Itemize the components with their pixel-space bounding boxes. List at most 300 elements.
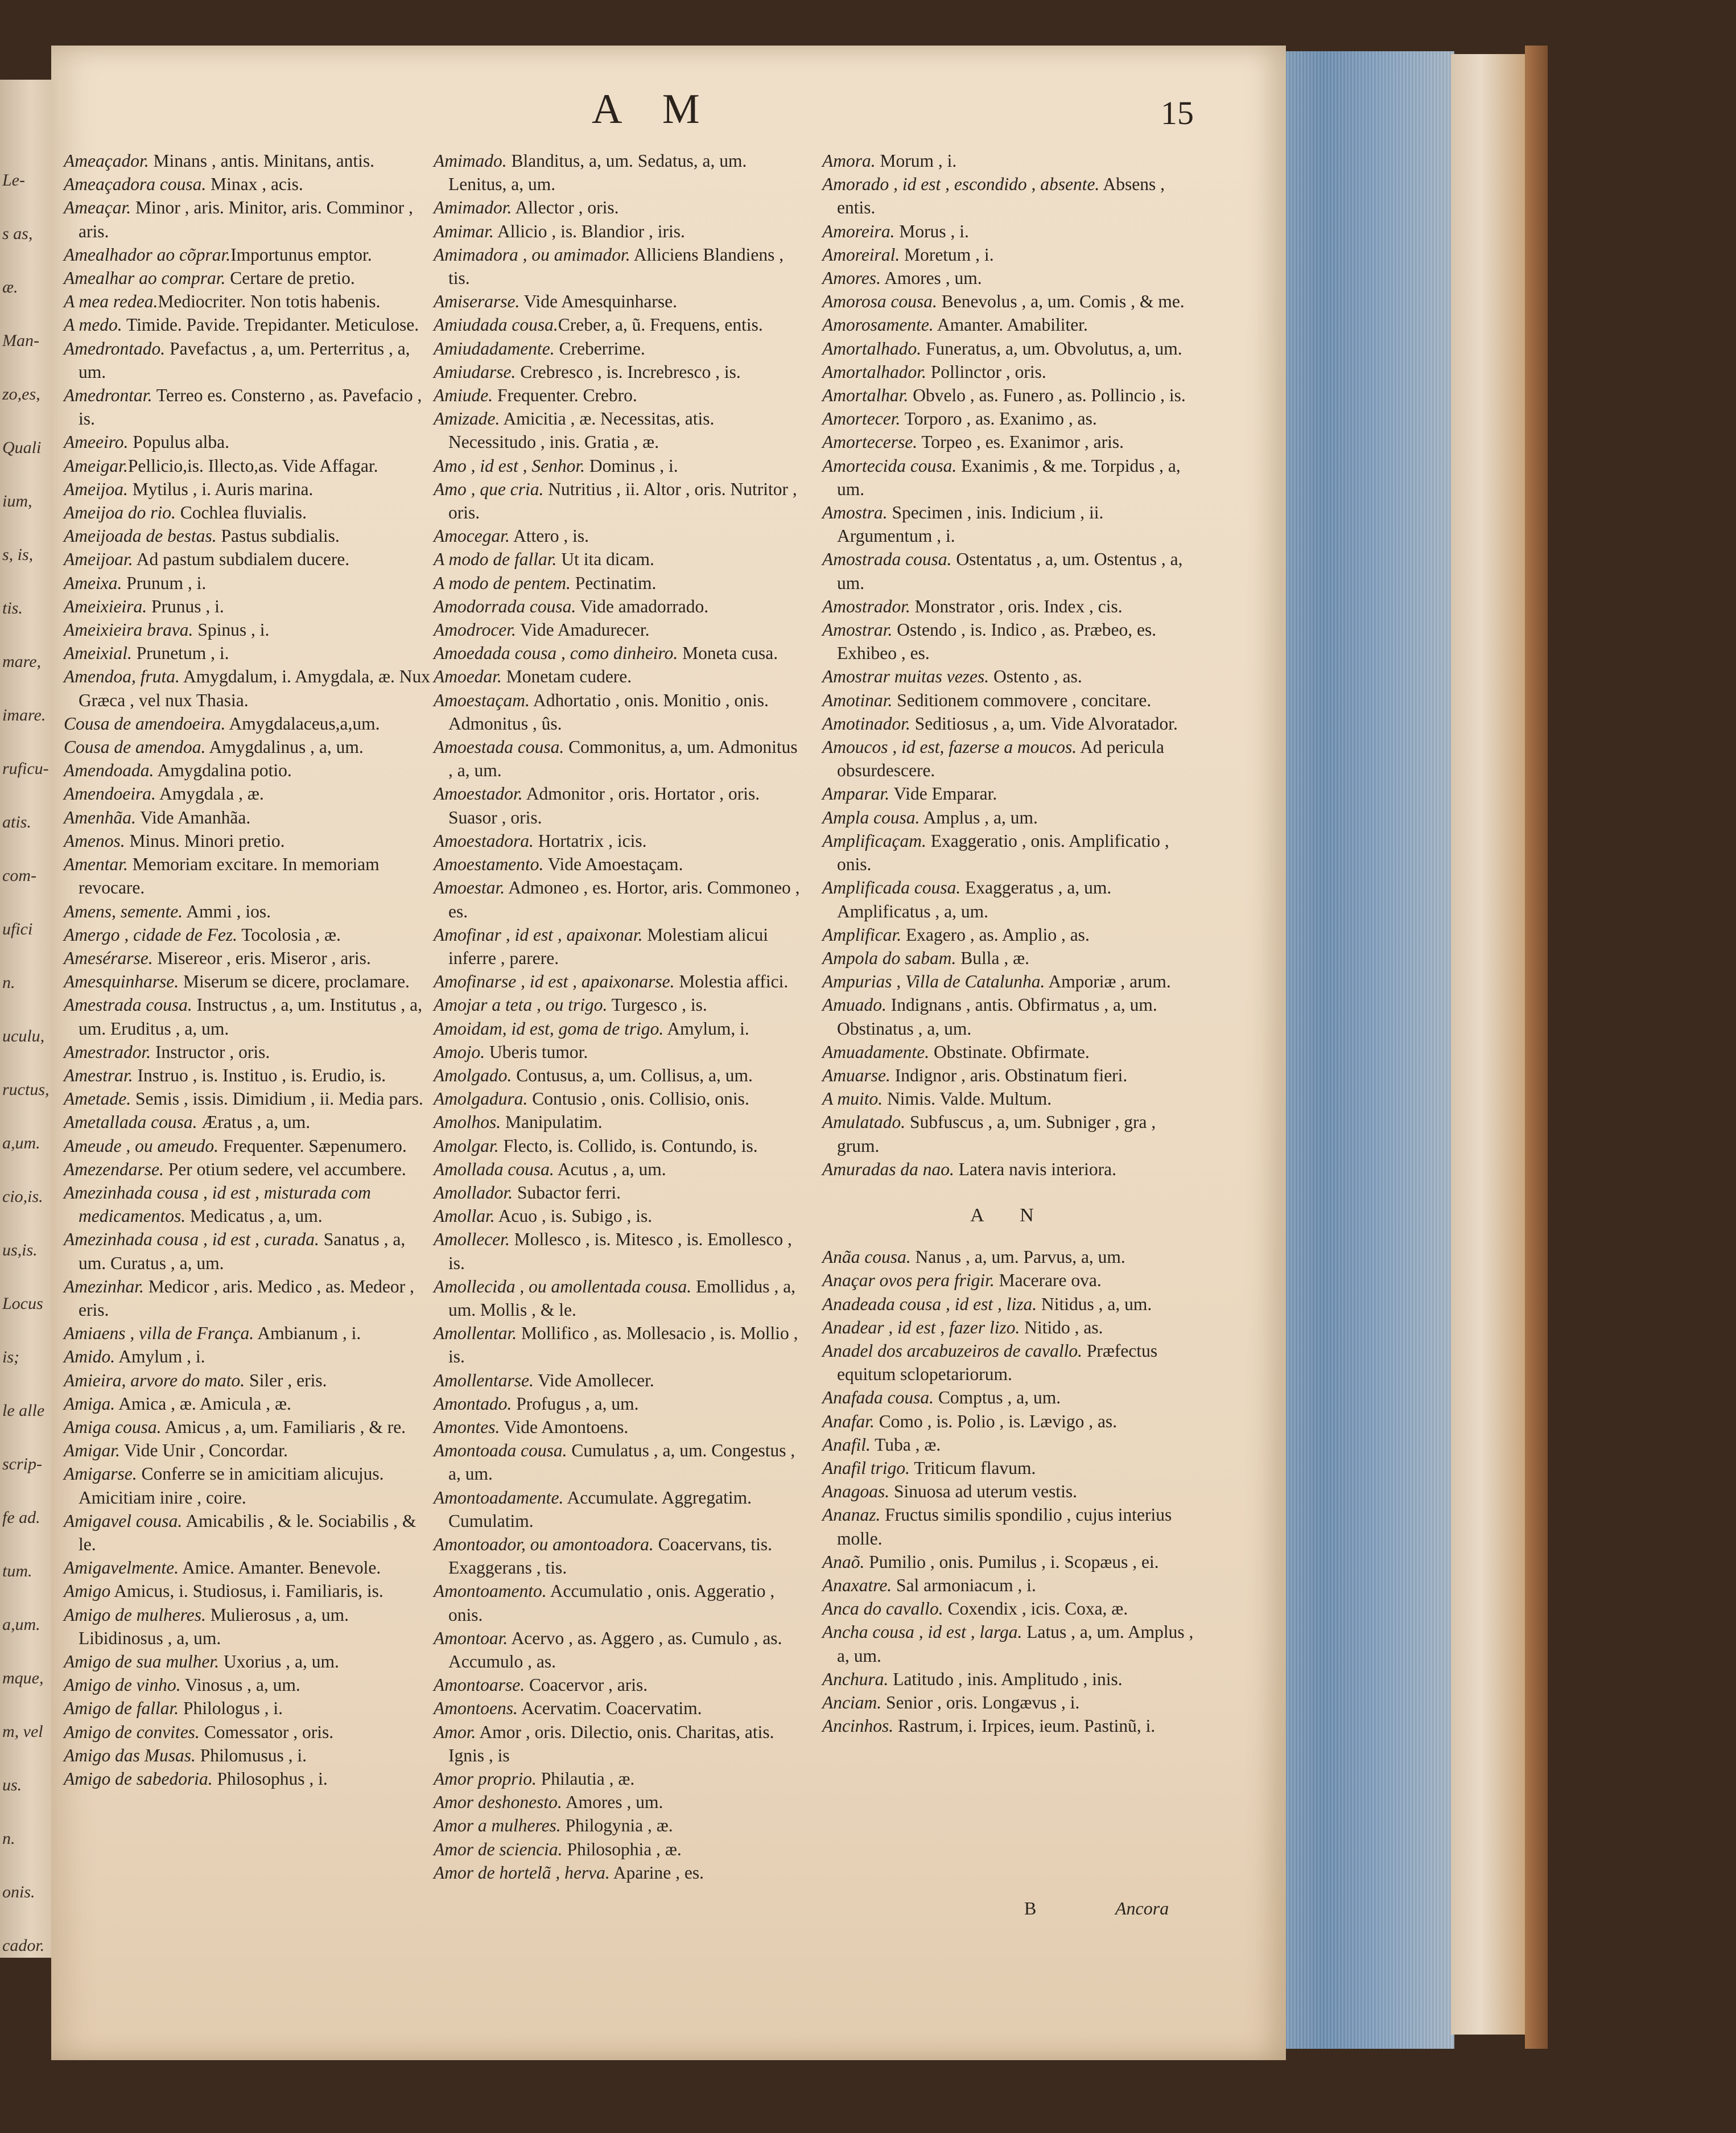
dictionary-entry — [434, 1533, 803, 1579]
entry-definition: Moretum , i. — [900, 244, 994, 265]
entry-headword: Amolhos. — [434, 1112, 501, 1133]
dictionary-entry — [434, 290, 803, 313]
entry-definition: Vide Amollecer. — [533, 1370, 654, 1390]
entry-headword: Amofinar , id est , apaixonar. — [434, 924, 643, 945]
column-1 — [64, 149, 434, 1790]
entry-headword: Ametade. — [64, 1089, 131, 1109]
entry-headword: Amiserarse. — [434, 291, 520, 312]
entry-definition: Amygdalaceus,a,um. — [225, 713, 380, 734]
entry-headword: Ameixa. — [64, 573, 122, 593]
entry-definition: Ostento , as. — [989, 666, 1082, 687]
entry-definition: Miserum se dicere, proclamare. — [179, 971, 410, 992]
entry-definition: Amicitia , æ. Necessitas, atis. Necessitudo , inis. Gratia , æ. — [448, 409, 715, 452]
dictionary-entry — [64, 641, 434, 665]
dictionary-entry — [434, 1158, 803, 1181]
entry-definition: Nitido , as. — [1020, 1317, 1103, 1337]
entry-definition: Obstinate. Obfirmate. — [929, 1041, 1090, 1062]
dictionary-entry — [822, 1386, 1198, 1409]
dictionary-entry — [434, 1767, 803, 1790]
entry-definition: Amygdalinus , a, um. — [205, 737, 364, 757]
dictionary-entry — [434, 454, 803, 477]
entry-headword: Amigavel cousa. — [64, 1510, 183, 1531]
entry-definition: Bulla , æ. — [956, 948, 1030, 968]
entry-headword: Amorosamente. — [822, 315, 934, 335]
dictionary-entry — [434, 641, 803, 665]
dictionary-entry — [434, 1814, 803, 1837]
entry-headword: Amojo. — [434, 1041, 485, 1062]
entry-definition: Exagero , as. Amplio , as. — [901, 924, 1090, 945]
entry-headword: Amo , id est , Senhor. — [434, 455, 585, 476]
entry-definition: Minans , antis. Minitans, antis. — [149, 151, 374, 171]
entry-definition: Vide Emparar. — [889, 784, 997, 804]
dictionary-entry — [64, 806, 434, 829]
dictionary-entry — [822, 595, 1198, 618]
entry-headword: Amor a mulheres. — [434, 1815, 561, 1836]
left-page-fragment: a,um. — [2, 1615, 40, 1634]
dictionary-entry — [822, 360, 1198, 384]
entry-headword: Amodrocer. — [434, 620, 516, 640]
entry-definition: Contusio , onis. Collisio, onis. — [527, 1089, 749, 1109]
dictionary-entry — [434, 735, 803, 782]
entry-definition: Pumilio , onis. Pumilus , i. Scopæus , ei. — [864, 1551, 1159, 1572]
entry-definition: Amores , um. — [880, 268, 982, 289]
entry-headword: Ancinhos. — [822, 1716, 894, 1736]
entry-headword: Amimadora , ou amimador. — [434, 244, 630, 265]
entry-definition: Pectinatim. — [570, 573, 657, 593]
entry-headword: Amestrar. — [64, 1065, 133, 1085]
dictionary-entry — [64, 853, 434, 899]
dictionary-entry — [64, 149, 434, 172]
entry-headword: Amezinhada cousa , id est , misturada com medicamentos. — [64, 1182, 371, 1226]
dictionary-entry — [434, 313, 803, 336]
entry-definition: Vide Amadurecer. — [516, 620, 650, 640]
entry-headword: Amontoadamente. — [434, 1487, 564, 1508]
dictionary-entry — [64, 782, 434, 805]
entry-headword: Amido. — [64, 1346, 116, 1367]
entry-definition: Specimen , inis. Indicium , ii. Argumentum , i. — [837, 503, 1104, 546]
dictionary-entry — [822, 1480, 1198, 1503]
entry-headword: Amezinhada cousa , id est , curada. — [64, 1229, 319, 1250]
dictionary-entry — [64, 1556, 434, 1579]
dictionary-entry — [434, 384, 803, 407]
entry-definition: Commonitus, a, um. Admonitus , a, um. — [448, 737, 798, 781]
entry-headword: Anafada cousa. — [822, 1387, 934, 1408]
entry-definition: Amygdalum, i. Amygdala, æ. Nux Græca , vel nux Thasia. — [79, 666, 430, 710]
entry-headword: Amor deshonesto. — [434, 1792, 562, 1813]
entry-definition: Latitudo , inis. Amplitudo , inis. — [888, 1669, 1123, 1689]
entry-definition: Uberis tumor. — [485, 1041, 588, 1062]
entry-headword: Anafil trigo. — [822, 1457, 910, 1478]
entry-definition: Nutritius , ii. Altor , oris. Nutritor , oris. — [448, 479, 797, 523]
entry-headword: Amigo de sua mulher. — [64, 1652, 219, 1671]
entry-definition: Amicabilis , & le. Sociabilis , & le. — [79, 1510, 417, 1554]
dictionary-entry — [434, 337, 803, 360]
entry-headword: Amestrada cousa. — [64, 995, 192, 1015]
dictionary-entry — [434, 477, 803, 524]
entry-definition: Minax , acis. — [206, 174, 303, 195]
dictionary-entry — [64, 1087, 434, 1110]
entry-headword: Amontado. — [434, 1393, 512, 1414]
dictionary-entry — [64, 524, 434, 547]
dictionary-entry — [64, 243, 434, 266]
entry-headword: Amigo de sabedoria. — [64, 1769, 213, 1789]
entry-headword: Amplificaçam. — [822, 830, 926, 851]
entry-definition: Æratus , a, um. — [197, 1112, 311, 1133]
entry-headword: Amestrador. — [64, 1041, 151, 1062]
entry-definition: Subfuscus , a, um. Subniger , gra , grum. — [837, 1112, 1156, 1156]
entry-definition: Amygdalina potio. — [154, 760, 292, 781]
left-page-fragment: Quali — [2, 438, 42, 457]
entry-headword: Amendoada. — [64, 760, 154, 781]
entry-headword: Amoestador. — [434, 784, 523, 804]
entry-headword: Amortecida cousa. — [822, 455, 957, 476]
entry-headword: Anaõ. — [822, 1551, 865, 1572]
entry-headword: Ameijoar. — [64, 549, 133, 570]
entry-definition: Pollinctor , oris. — [926, 361, 1046, 382]
entry-definition: Amplus , a, um. — [919, 807, 1038, 827]
entry-headword: Amuarse. — [822, 1065, 890, 1085]
left-page-fragment: ructus, — [2, 1080, 50, 1099]
dictionary-entry — [64, 1720, 434, 1744]
entry-definition: Prunetum , i. — [131, 643, 229, 664]
dictionary-entry — [64, 1392, 434, 1415]
book-board — [1451, 54, 1525, 2035]
dictionary-entry — [822, 618, 1198, 665]
entry-definition: Torporo , as. Exanimo , as. — [900, 409, 1097, 429]
signature-mark: B — [1024, 1898, 1037, 1918]
entry-definition: Exanimis , & me. Torpidus , a, um. — [837, 455, 1181, 499]
dictionary-entry — [434, 524, 803, 547]
entry-headword: Amodorrada cousa. — [434, 596, 576, 616]
entry-headword: Amealhar ao comprar. — [64, 268, 226, 289]
entry-definition: Comptus , a, um. — [933, 1387, 1061, 1408]
entry-definition: Misereor , eris. Miseror , aris. — [152, 948, 371, 968]
entry-headword: A modo de pentem. — [434, 573, 571, 593]
entry-headword: Amigo das Musas. — [64, 1745, 196, 1765]
entry-headword: Amigo de mulheres. — [64, 1604, 206, 1625]
dictionary-entry — [822, 1040, 1198, 1064]
entry-definition: Emollidus , a, um. Mollis , & le. — [448, 1276, 796, 1320]
dictionary-entry — [64, 1603, 434, 1650]
entry-headword: Amor de sciencia. — [434, 1839, 563, 1859]
dictionary-entry — [822, 1316, 1198, 1339]
entry-headword: Ameude , ou ameudo. — [64, 1135, 219, 1156]
entry-definition: Ambianum , i. — [254, 1323, 361, 1344]
entry-definition: Pavefactus , a, um. Perterritus , a, um. — [79, 338, 410, 382]
entry-headword: Anchura. — [822, 1669, 889, 1689]
dictionary-entry — [64, 1134, 434, 1158]
left-page-fragment: uculu, — [2, 1027, 45, 1045]
left-page-fragment: ufici — [2, 920, 33, 938]
entry-headword: Amontoador, ou amontoadora. — [434, 1534, 654, 1554]
entry-headword: Ampola do sabam. — [822, 948, 956, 968]
dictionary-entry — [434, 149, 803, 196]
entry-definition: Seditionem commovere , concitare. — [892, 690, 1152, 710]
entry-headword: Amostra. — [822, 503, 888, 523]
dictionary-entry — [822, 665, 1198, 688]
dictionary-entry — [822, 1269, 1198, 1292]
dictionary-entry — [434, 689, 803, 735]
dictionary-entry — [822, 1691, 1198, 1714]
entry-definition: Subactor ferri. — [513, 1182, 621, 1203]
left-page-fragment: is; — [2, 1348, 19, 1366]
entry-headword: Amezendarse. — [64, 1159, 164, 1179]
left-page-fragment: imare. — [2, 706, 46, 724]
entry-headword: Ametallada cousa. — [64, 1112, 197, 1133]
entry-headword: Amparar. — [822, 784, 890, 804]
entry-headword: Amo , que cria. — [434, 479, 544, 499]
entry-definition: Philosophus , i. — [212, 1769, 328, 1789]
entry-headword: Amocegar. — [434, 526, 510, 546]
entry-definition: Como , is. Polio , is. Lævigo , as. — [874, 1411, 1118, 1431]
entry-definition: Cumulatus , a, um. Congestus , a, um. — [448, 1440, 795, 1484]
dictionary-entry — [64, 384, 434, 430]
entry-headword: Amollentarse. — [434, 1370, 534, 1390]
entry-definition: Mollesco , is. Mitesco , is. Emollesco , is. — [448, 1229, 792, 1273]
entry-headword: Amiga. — [64, 1393, 116, 1414]
entry-definition: Funeratus, a, um. Obvolutus, a, um. — [921, 338, 1182, 359]
entry-definition: Exaggeratio , onis. Amplificatio , onis. — [837, 830, 1169, 875]
left-page-fragment: mque, — [2, 1669, 44, 1687]
entry-definition: Philogynia , æ. — [560, 1815, 673, 1836]
entry-headword: Amuado. — [822, 995, 886, 1015]
entry-definition: Ammi , ios. — [183, 901, 271, 921]
entry-headword: Amuadamente. — [822, 1041, 930, 1062]
dictionary-entry — [822, 149, 1198, 172]
entry-definition: Triticum flavum. — [910, 1457, 1036, 1478]
entry-headword: Amedrontar. — [64, 385, 152, 406]
entry-headword: Anadel dos arcabuzeiros de cavallo. — [822, 1340, 1082, 1361]
entry-definition: Prunum , i. — [122, 573, 207, 593]
entry-headword: Amentar. — [64, 854, 128, 875]
entry-headword: Anadeada cousa , id est , liza. — [822, 1294, 1037, 1314]
entry-headword: Amigo de fallar. — [64, 1698, 179, 1719]
dictionary-entry — [822, 1503, 1198, 1550]
entry-headword: Amostrador. — [822, 596, 910, 616]
left-page-fragment: cador. — [2, 1936, 45, 1955]
entry-headword: Amollecida , ou amollentada cousa. — [434, 1276, 692, 1296]
dictionary-entry — [822, 1410, 1198, 1433]
dictionary-entry — [64, 946, 434, 970]
entry-definition: Mediocriter. Non totis habenis. — [158, 291, 381, 312]
entry-headword: Amiaens , villa de França. — [64, 1323, 254, 1344]
entry-definition: Philologus , i. — [179, 1698, 283, 1719]
entry-definition: Acutus , a, um. — [554, 1159, 666, 1179]
dictionary-entry — [434, 571, 803, 595]
dictionary-entry — [434, 547, 803, 571]
entry-definition: Crebresco , is. Increbresco , is. — [516, 361, 741, 382]
dictionary-entry — [64, 196, 434, 242]
dictionary-entry — [64, 337, 434, 384]
entry-headword: Ampla cousa. — [822, 807, 920, 827]
entry-headword: Amontoada cousa. — [434, 1440, 567, 1461]
dictionary-entry — [822, 1087, 1198, 1110]
entry-definition: Tuba , æ. — [870, 1434, 941, 1455]
dictionary-entry — [434, 1321, 803, 1368]
dictionary-entry — [434, 876, 803, 923]
entry-headword: Ananaz. — [822, 1505, 881, 1525]
entry-definition: Coxendix , icis. Coxa, æ. — [943, 1599, 1128, 1619]
left-page-fragment: us,is. — [2, 1241, 38, 1259]
dictionary-entry — [64, 1744, 434, 1767]
entry-definition: Philomusus , i. — [195, 1745, 307, 1765]
entry-definition: Ostentatus , a, um. Ostentus , a, um. — [837, 549, 1183, 593]
entry-headword: Amoestamento. — [434, 854, 544, 875]
dictionary-entry — [822, 970, 1198, 993]
entry-definition: Coacervor , aris. — [525, 1675, 648, 1695]
entry-headword: Amostrada cousa. — [822, 549, 952, 570]
entry-definition: Fructus similis spondilio , cujus interius molle. — [837, 1505, 1172, 1549]
entry-definition: Sal armoniacum , i. — [892, 1575, 1036, 1595]
entry-definition: Morus , i. — [894, 221, 969, 241]
entry-headword: Ameixieira. — [64, 596, 147, 616]
dictionary-entry — [434, 1134, 803, 1158]
dictionary-entry — [434, 407, 803, 454]
entry-definition: Hortatrix , icis. — [533, 830, 647, 851]
dictionary-entry — [434, 1486, 803, 1533]
entry-headword: Amorosa cousa. — [822, 291, 937, 312]
entry-definition: Torpeo , es. Exanimor , aris. — [917, 432, 1124, 452]
dictionary-entry — [64, 595, 434, 618]
dictionary-entry — [822, 806, 1198, 829]
dictionary-entry — [64, 1579, 434, 1603]
entry-headword: Amuradas da nao. — [822, 1159, 954, 1179]
entry-definition: Amylum, i. — [663, 1018, 749, 1039]
left-page-fragment: s, is, — [2, 545, 34, 564]
dictionary-entry — [822, 735, 1198, 782]
entry-definition: Adhortatio , onis. Monitio , onis. Admonitus , ûs. — [448, 690, 769, 734]
entry-definition: Amice. Amanter. Benevole. — [179, 1558, 381, 1578]
entry-headword: Ameaçador. — [64, 151, 149, 171]
entry-headword: Amostrar muitas vezes. — [822, 666, 989, 687]
entry-definition: Timide. Pavide. Trepidanter. Meticulose. — [122, 315, 419, 335]
left-page-fragment: ium, — [2, 492, 32, 510]
entry-headword: Amiudada cousa. — [434, 315, 558, 335]
dictionary-entry — [64, 1650, 434, 1673]
entry-definition: Spinus , i. — [193, 620, 270, 640]
dictionary-entry — [434, 360, 803, 384]
entry-definition: Vinosus , a, um. — [180, 1675, 300, 1695]
entry-definition: Certare de pretio. — [225, 268, 355, 289]
left-page-fragment: onis. — [2, 1883, 35, 1901]
dictionary-entry — [64, 477, 434, 501]
dictionary-entry — [64, 1110, 434, 1134]
entry-headword: Cousa de amendoeira. — [64, 713, 226, 734]
entry-headword: Amollada cousa. — [434, 1159, 554, 1179]
entry-definition: Vide Amanhãa. — [135, 807, 251, 827]
entry-headword: Amoestaçam. — [434, 690, 530, 710]
entry-headword: Amoreira. — [822, 221, 895, 241]
left-page-fragment: ruficu- — [2, 759, 49, 778]
entry-definition: Mytilus , i. Auris marina. — [127, 479, 314, 499]
entry-headword: Ameijoada de bestas. — [64, 526, 217, 546]
dictionary-entry — [434, 1861, 803, 1884]
entry-definition: Instructus , a, um. Institutus , a, um. Eruditus , a, um. — [79, 995, 422, 1039]
entry-definition: Uxorius , a, um. — [218, 1652, 339, 1671]
entry-definition: Monstrator , oris. Index , cis. — [910, 596, 1123, 616]
dictionary-entry — [64, 266, 434, 290]
entry-definition: Admoneo , es. Hortor, aris. Commoneo , es. — [448, 878, 800, 921]
dictionary-entry — [822, 923, 1198, 946]
entry-definition: Amica , æ. Amicula , æ. — [115, 1393, 291, 1414]
entry-headword: Amoestada cousa. — [434, 737, 564, 757]
entry-headword: Amortalhar. — [822, 385, 909, 406]
dictionary-entry — [822, 712, 1198, 735]
entry-headword: A mea redea. — [64, 291, 158, 312]
entry-headword: Ameigar. — [64, 455, 128, 476]
page-number: 15 — [1161, 94, 1194, 131]
dictionary-entry — [434, 243, 803, 290]
page-fore-edge — [1263, 51, 1454, 2049]
entry-headword: Amoidam, id est, goma de trigo. — [434, 1018, 664, 1039]
entry-headword: Amiudadamente. — [434, 338, 555, 359]
entry-headword: Amolgar. — [434, 1135, 499, 1156]
dictionary-entry — [822, 1550, 1198, 1574]
dictionary-entry — [64, 571, 434, 595]
dictionary-entry — [434, 970, 803, 993]
entry-headword: Ameaçadora cousa. — [64, 174, 207, 195]
entry-headword: Amoestadora. — [434, 830, 534, 851]
entry-headword: Amoestar. — [434, 878, 505, 898]
entry-headword: Amortecer. — [822, 409, 901, 429]
dictionary-entry — [434, 1017, 803, 1040]
left-page-fragment: Man- — [2, 331, 39, 350]
dictionary-entry — [64, 547, 434, 571]
entry-definition: Amicus, i. Studiosus, i. Familiaris, is. — [110, 1581, 384, 1601]
left-page-fragment: n. — [2, 1829, 15, 1848]
entry-definition: Amygdala , æ. — [155, 784, 264, 804]
entry-definition: Amicus , a, um. Familiaris , & re. — [161, 1416, 406, 1437]
entry-headword: Amortalhador. — [822, 361, 926, 382]
entry-definition: Alliciens Blandiens , tis. — [448, 244, 784, 289]
left-page-fragment: Le- — [2, 171, 25, 190]
entry-definition: Accumulatio , onis. Aggeratio , onis. — [448, 1581, 775, 1625]
entry-definition: Monetam cudere. — [501, 666, 632, 687]
dictionary-entry — [822, 1110, 1198, 1157]
entry-headword: Amiude. — [434, 385, 493, 406]
entry-headword: Amigo — [64, 1581, 111, 1601]
dictionary-entry — [822, 547, 1198, 594]
entry-definition: Amylum , i. — [115, 1346, 205, 1367]
entry-headword: Amigarse. — [64, 1464, 137, 1484]
entry-definition: Profugus , a, um. — [512, 1393, 639, 1414]
entry-definition: Instructor , oris. — [151, 1041, 270, 1062]
entry-headword: Amimador. — [434, 197, 512, 218]
entry-headword: Amolgadura. — [434, 1089, 528, 1109]
entry-headword: Amora. — [822, 151, 876, 171]
dictionary-entry — [434, 782, 803, 829]
entry-headword: Amontoar. — [434, 1628, 508, 1648]
dictionary-entry — [822, 266, 1198, 290]
dictionary-entry — [434, 1720, 803, 1767]
entry-headword: Amorado , id est , escondido , absente. — [822, 174, 1100, 195]
dictionary-entry — [64, 1509, 434, 1556]
entry-headword: Amollar. — [434, 1206, 495, 1226]
entry-definition: Instruo , is. Instituo , is. Erudio, is. — [133, 1065, 386, 1085]
entry-headword: Anãa cousa. — [822, 1247, 911, 1267]
entry-definition: Vide Unir , Concordar. — [119, 1440, 288, 1461]
dictionary-entry — [822, 172, 1198, 219]
entry-definition: Prunus , i. — [147, 596, 224, 616]
left-page-fragment: le alle — [2, 1401, 45, 1420]
entry-headword: Amolgado. — [434, 1065, 512, 1085]
dictionary-entry — [64, 993, 434, 1040]
entry-definition: Indignor , aris. Obstinatum fieri. — [890, 1065, 1128, 1085]
entry-definition: Aparine , es. — [609, 1862, 704, 1883]
entry-headword: Amiga cousa. — [64, 1416, 162, 1437]
entry-definition: Nitidus , a, um. — [1037, 1294, 1152, 1314]
dictionary-entry — [64, 313, 434, 336]
